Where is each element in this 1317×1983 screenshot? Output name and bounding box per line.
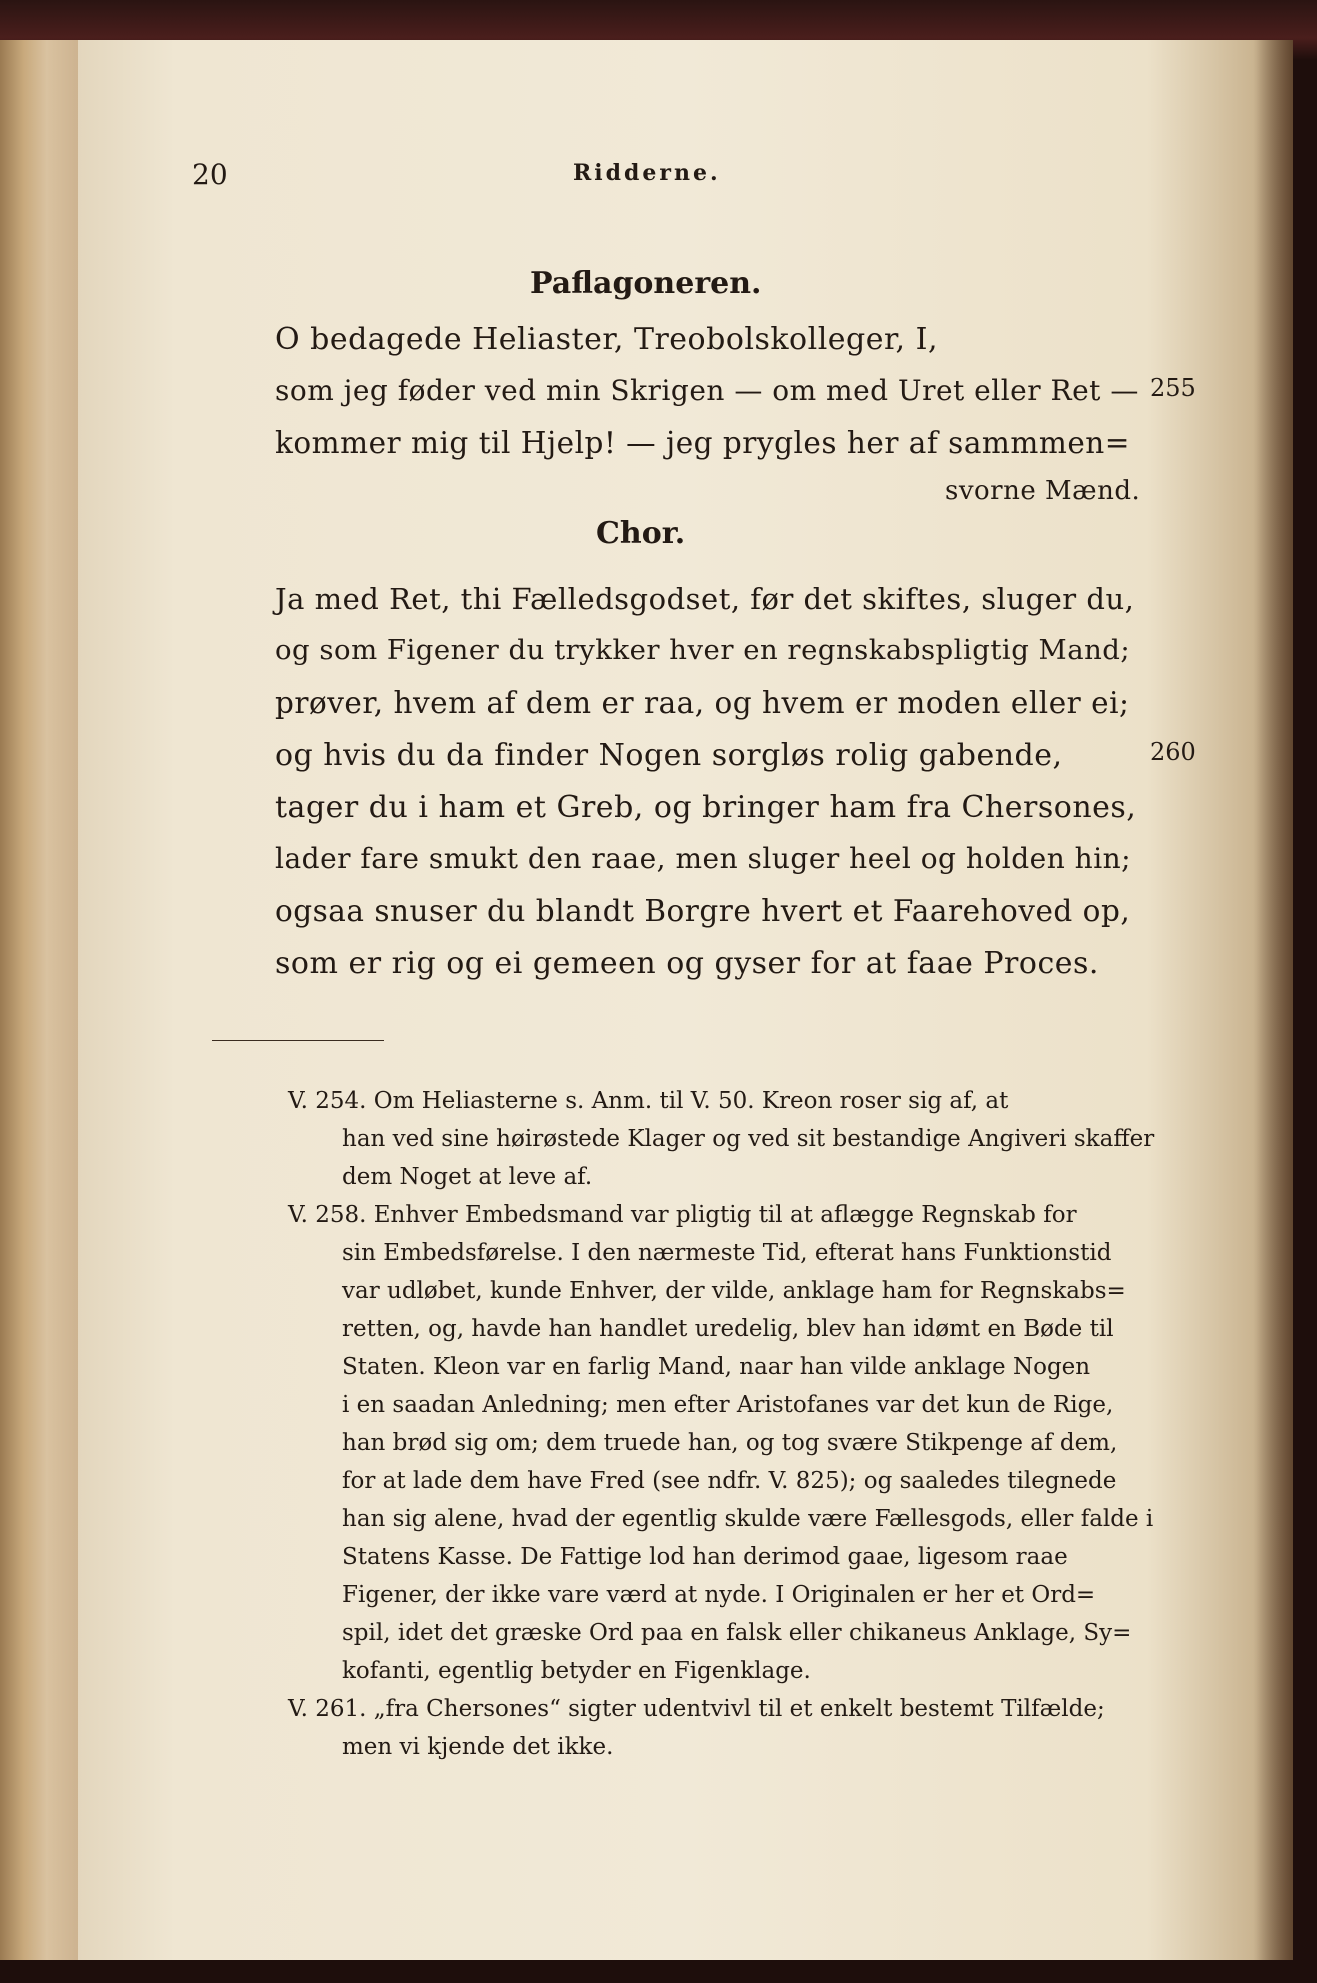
footnote-line: var udløbet, kunde Enhver, der vilde, anklage ham for Regnskabs= xyxy=(342,1278,1126,1304)
verse-line: og hvis du da finder Nogen sorgløs rolig gabende, xyxy=(275,738,1063,773)
footnote-line: han ved sine høirøstede Klager og ved sit bestandige Angiveri skaffer xyxy=(342,1126,1155,1152)
verse-line: ogsaa snuser du blandt Borgre hvert et Faarehoved op, xyxy=(275,894,1131,928)
line-number: 260 xyxy=(1150,738,1196,766)
footnote-line: Staten. Kleon var en farlig Mand, naar han vilde anklage Nogen xyxy=(342,1354,1091,1380)
footnote-line: V. 261. „fra Chersones“ sigter udentvivl til et enkelt bestemt Tilfælde; xyxy=(288,1696,1105,1722)
footnote-line: i en saadan Anledning; men efter Aristofanes var det kun de Rige, xyxy=(342,1392,1114,1418)
footnote-line: spil, idet det græske Ord paa en falsk eller chikaneus Anklage, Sy= xyxy=(342,1620,1132,1646)
footnote-separator xyxy=(212,1040,384,1041)
verse-line: Ja med Ret, thi Fælledsgodset, før det skiftes, sluger du, xyxy=(275,582,1135,616)
footnote-line: han sig alene, hvad der egentlig skulde være Fællesgods, eller falde i xyxy=(342,1506,1154,1532)
footnote-line: for at lade dem have Fred (see ndfr. V. 825); og saaledes tilegnede xyxy=(342,1468,1117,1494)
footnote-line: kofanti, egentlig betyder en Figenklage. xyxy=(342,1658,811,1684)
facing-page-edge xyxy=(0,40,78,1960)
verse-line: prøver, hvem af dem er raa, og hvem er moden eller ei; xyxy=(275,686,1130,720)
verse-line: som jeg føder ved min Skrigen — om med Uret eller Ret — xyxy=(275,374,1139,407)
footnote-line: V. 254. Om Heliasterne s. Anm. til V. 50. Kreon roser sig af, at xyxy=(288,1088,1009,1114)
spine-shadow xyxy=(1253,40,1293,1960)
footnote-line: men vi kjende det ikke. xyxy=(342,1734,614,1760)
verse-line: og som Figener du trykker hver en regnskabspligtig Mand; xyxy=(275,634,1131,666)
footnote-line: han brød sig om; dem truede han, og tog svære Stikpenge af dem, xyxy=(342,1430,1118,1456)
verse-line: svorne Mænd. xyxy=(945,476,1141,506)
footnote-line: V. 258. Enhver Embedsmand var pligtig til at aflægge Regnskab for xyxy=(288,1202,1077,1228)
footnote-line: dem Noget at leve af. xyxy=(342,1164,593,1190)
footnote-line: sin Embedsførelse. I den nærmeste Tid, efterat hans Funktionstid xyxy=(342,1240,1112,1266)
page-number: 20 xyxy=(192,158,228,191)
verse-line: tager du i ham et Greb, og bringer ham fra Chersones, xyxy=(275,790,1137,825)
footnote-line: Statens Kasse. De Fattige lod han derimod gaae, ligesom raae xyxy=(342,1544,1068,1570)
footnote-line: retten, og, havde han handlet uredelig, blev han idømt en Bøde til xyxy=(342,1316,1114,1342)
speaker-heading: Paflagoneren. xyxy=(530,266,762,301)
line-number: 255 xyxy=(1150,374,1196,402)
verse-line: som er rig og ei gemeen og gyser for at faae Proces. xyxy=(275,946,1099,981)
verse-line: O bedagede Heliaster, Treobolskolleger, I, xyxy=(275,322,939,357)
verse-line: lader fare smukt den raae, men sluger heel og holden hin; xyxy=(275,842,1132,875)
verse-line: kommer mig til Hjelp! — jeg prygles her af sammmen= xyxy=(275,426,1131,460)
speaker-heading: Chor. xyxy=(596,516,686,551)
footnote-line: Figener, der ikke vare værd at nyde. I Originalen er her et Ord= xyxy=(342,1582,1096,1608)
running-head: Ridderne. xyxy=(573,160,721,186)
